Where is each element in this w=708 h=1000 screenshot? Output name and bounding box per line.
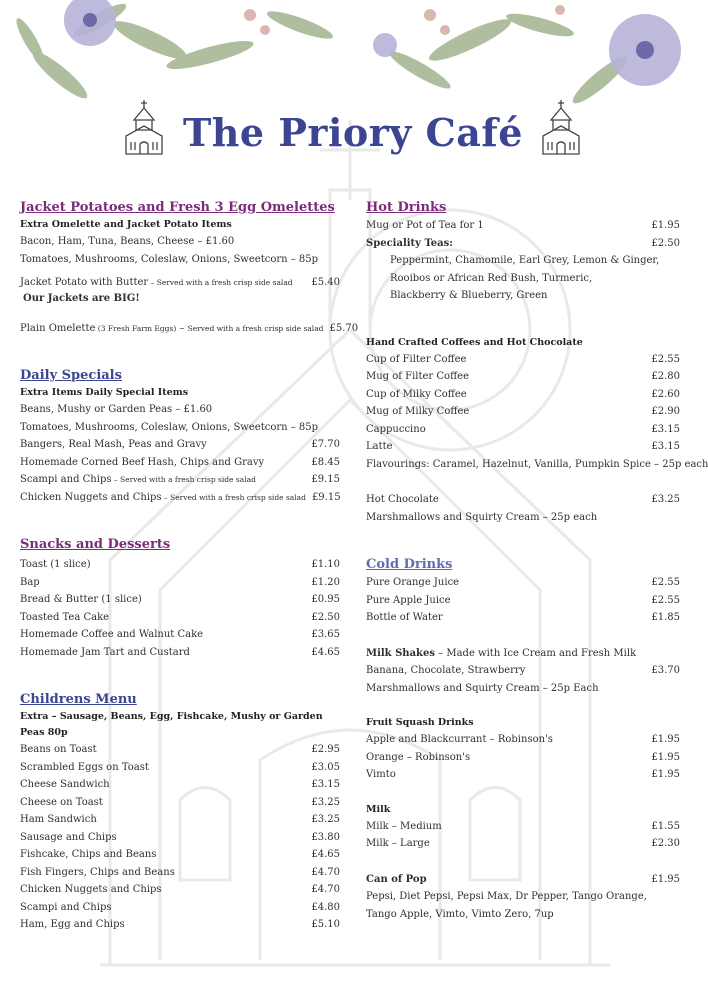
menu-item: Fishcake, Chips and Beans £4.65: [20, 849, 340, 860]
menu-item: Ham Sandwich £3.25: [20, 814, 340, 825]
menu-item: Homemade Coffee and Walnut Cake £3.65: [20, 629, 340, 640]
menu-item: Toasted Tea Cake £2.50: [20, 611, 340, 623]
menu-item: Scampi and Chips – Served with a fresh crisp side salad £9.15: [20, 474, 340, 485]
menu-item: Latte £3.15: [366, 441, 680, 452]
menu-item: [20, 274, 340, 292]
menu-item: Mug of Filter Coffee £2.80: [366, 371, 680, 382]
tea-list-line: Peppermint, Chamomile, Earl Grey, Lemon & Ginger,: [390, 255, 660, 266]
item-note: – Served with a fresh crisp side salad: [148, 278, 293, 287]
milk-shakes-title: Milk Shakes – Made with Ice Cream and Fresh Milk: [366, 647, 637, 659]
daily-extra-line: Tomatoes, Mushrooms, Coleslaw, Onions, Sweetcorn – 85p: [20, 421, 319, 433]
menu-item: Cup of Milky Coffee £2.60: [366, 388, 680, 400]
jacket-extra-title: Extra Omelette and Jacket Potato Items: [20, 219, 232, 230]
menu-item: Cappuccino £3.15: [366, 423, 680, 435]
menu-item: Apple and Blackcurrant – Robinson's £1.95: [366, 734, 680, 745]
menu-item: Banana, Chocolate, Strawberry £3.70: [366, 665, 680, 676]
menu-item: Beans on Toast £2.95: [20, 744, 340, 755]
tea-list-line: Rooibos or African Red Bush, Turmeric,: [390, 272, 593, 284]
childrens-extra: Extra – Sausage, Beans, Egg, Fishcake, Mushy or Garden Peas 80p: [20, 711, 323, 738]
menu-item: Pure Orange Juice £2.55: [366, 577, 680, 588]
pop-list-line: Pepsi, Diet Pepsi, Pepsi Max, Dr Pepper, Tango Orange,: [366, 891, 647, 902]
menu-item: Scampi and Chips £4.80: [20, 901, 340, 913]
jacket-extra-line: Tomatoes, Mushrooms, Coleslaw, Onions, Sweetcorn – 85p: [20, 253, 319, 265]
section-title-cold: Cold Drinks: [366, 557, 453, 572]
menu-item: Fish Fingers, Chips and Beans £4.70: [20, 866, 340, 878]
menu-item: Homemade Jam Tart and Custard £4.65: [20, 646, 340, 658]
left-column: [20, 199, 359, 934]
item-price: £5.40: [311, 277, 340, 288]
menu-item: Chicken Nuggets and Chips £4.70: [20, 884, 340, 895]
menu-item: Speciality Teas: £2.50: [366, 237, 680, 249]
jacket-extra-line: Bacon, Ham, Tuna, Beans, Cheese – £1.60: [20, 236, 235, 247]
menu-item: Scrambled Eggs on Toast £3.05: [20, 761, 340, 773]
menu-item: Bottle of Water £1.85: [366, 612, 680, 623]
menu-item: Hot Chocolate £3.25: [366, 494, 680, 505]
menu-item: Cup of Filter Coffee £2.55: [366, 353, 680, 365]
menu-item: Bread & Butter (1 slice) £0.95: [20, 594, 340, 605]
item-name: Plain Omelette: [20, 322, 96, 334]
menu-item: Cheese on Toast £3.25: [20, 796, 340, 808]
menu-item: Chicken Nuggets and Chips – Served with a fresh crisp side salad £9.15: [20, 491, 341, 503]
milk-shakes-extra: Marshmallows and Squirty Cream – 25p Each: [366, 682, 599, 694]
menu-item: Mug or Pot of Tea for 1 £1.95: [366, 220, 680, 231]
section-title-snacks: Snacks and Desserts: [20, 537, 171, 552]
section-title-daily: Daily Specials: [20, 368, 122, 383]
daily-extra-line: Beans, Mushy or Garden Peas – £1.60: [20, 404, 213, 415]
item-name: Jacket Potato with Butter: [20, 277, 149, 288]
menu-item: Toast (1 slice) £1.10: [20, 559, 340, 570]
menu-item: Pure Apple Juice £2.55: [366, 594, 680, 606]
menu-item: Bap £1.20: [20, 576, 340, 588]
menu-item: Plain Omelette (3 Fresh Farm Eggs) – Served with a fresh crisp side salad £5.70: [20, 320, 340, 338]
menu-item: Vimto £1.95: [366, 769, 680, 780]
menu-item: Can of Pop £1.95: [366, 873, 680, 885]
section-title-hot: Hot Drinks: [366, 200, 447, 215]
page-title: The Priory Café: [183, 110, 523, 155]
right-column: [366, 199, 708, 923]
menu-item: Cheese Sandwich £3.15: [20, 779, 340, 790]
menu-item: Orange – Robinson's £1.95: [366, 751, 680, 763]
section-title-childrens: Childrens Menu: [20, 692, 137, 707]
squash-title: Fruit Squash Drinks: [366, 717, 474, 728]
menu-item: Mug of Milky Coffee £2.90: [366, 406, 680, 417]
menu-item: Milk – Medium £1.55: [366, 820, 680, 832]
jackets-note: Our Jackets are BIG!: [23, 292, 140, 304]
tea-list-line: Blackberry & Blueberry, Green: [390, 290, 548, 301]
section-title-jacket: Jacket Potatoes and Fresh 3 Egg Omelettes: [20, 200, 335, 215]
coffee-title: Hand Crafted Coffees and Hot Chocolate: [366, 336, 583, 348]
menu-item: Sausage and Chips £3.80: [20, 831, 340, 843]
flavourings-note: Flavourings: Caramel, Hazelnut, Vanilla, Pumpkin Spice – 25p each: [366, 458, 708, 470]
item-note: (3 Fresh Farm Eggs): [95, 323, 177, 333]
menu-item: Bangers, Real Mash, Peas and Gravy £7.70: [20, 439, 340, 450]
daily-extra-title: Extra Items Daily Special Items: [20, 387, 189, 398]
menu-item: Homemade Corned Beef Hash, Chips and Gravy £8.45: [20, 456, 340, 468]
milk-title: Milk: [366, 803, 391, 815]
item-note: Served with a fresh crisp side salad: [187, 323, 324, 333]
hot-chocolate-extra: Marshmallows and Squirty Cream – 25p each: [366, 511, 598, 523]
pop-list-line: Tango Apple, Vimto, Vimto Zero, 7up: [366, 908, 554, 920]
item-price: £5.70: [329, 322, 359, 334]
menu-item: Ham, Egg and Chips £5.10: [20, 919, 340, 930]
menu-item: Milk – Large £2.30: [366, 838, 680, 849]
